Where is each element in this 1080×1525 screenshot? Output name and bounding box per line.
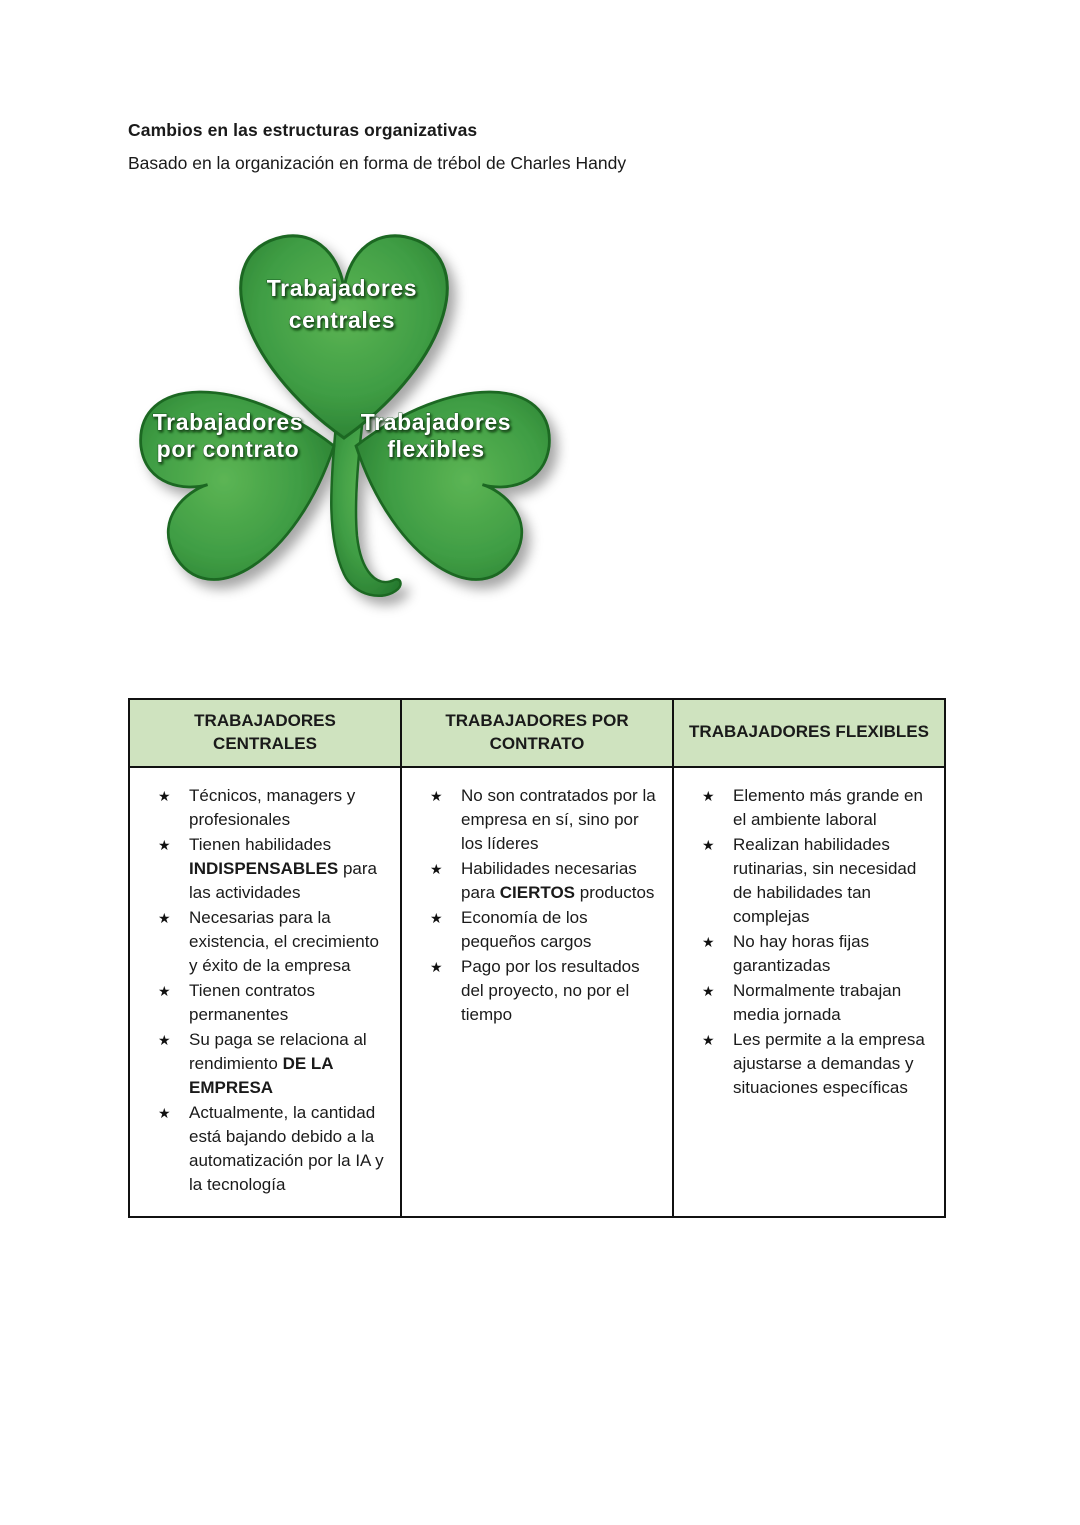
list-item [158, 784, 390, 832]
list-item [702, 1028, 934, 1100]
table-header-trabajadores-centrales [129, 699, 401, 767]
list-item-text: Tienen contratos permanentes [189, 980, 315, 1024]
star-bullet-icon: ★ [158, 1031, 171, 1048]
star-bullet-icon: ★ [702, 1031, 715, 1048]
star-bullet-icon: ★ [702, 836, 715, 853]
list-item [430, 906, 662, 954]
table-body-row [129, 767, 945, 1217]
table-header-trabajadores-flexibles [673, 699, 945, 767]
list-item [430, 784, 662, 856]
list-item [430, 955, 662, 1027]
list-item-text: Habilidades necesarias para CIERTOS productos [461, 858, 655, 902]
list-item [158, 1028, 390, 1100]
list-item-text: Normalmente trabajan media jornada [733, 980, 902, 1024]
list-item-text: Técnicos, managers y profesionales [189, 785, 356, 829]
clover-left-label-line2: por contrato [156, 436, 300, 462]
clover-right-label-line1: Trabajadores [360, 409, 512, 435]
page-title: Cambios en las estructuras organizativas [128, 120, 478, 140]
list-item [702, 979, 934, 1027]
list-trabajadores-por-contrato [414, 784, 662, 1027]
star-bullet-icon: ★ [158, 787, 171, 804]
list-trabajadores-centrales [142, 784, 390, 1197]
list-trabajadores-flexibles [686, 784, 934, 1100]
table-header-line: TRABAJADORES [194, 711, 336, 730]
list-item-text: Pago por los resultados del proyecto, no por el tiempo [461, 956, 640, 1024]
list-item [158, 979, 390, 1027]
clover-left-label-line1: Trabajadores [152, 409, 304, 435]
list-item-text: Necesarias para la existencia, el crecimiento y éxito de la empresa [189, 907, 379, 975]
star-bullet-icon: ★ [430, 958, 443, 975]
table-header-line: TRABAJADORES POR [445, 711, 629, 730]
star-bullet-icon: ★ [158, 836, 171, 853]
list-item-text: Tienen habilidades INDISPENSABLES para las actividades [189, 834, 377, 902]
list-item-text: Su paga se relaciona al rendimiento DE LA EMPRESA [189, 1029, 367, 1097]
workers-comparison-table [128, 698, 946, 1218]
star-bullet-icon: ★ [430, 787, 443, 804]
star-bullet-icon: ★ [158, 982, 171, 999]
list-item-text: No hay horas fijas garantizadas [733, 931, 870, 975]
list-item [702, 784, 934, 832]
table-header-row [129, 699, 945, 767]
list-item [430, 857, 662, 905]
clover-right-label-line2: flexibles [387, 436, 485, 462]
list-item [702, 930, 934, 978]
star-bullet-icon: ★ [430, 909, 443, 926]
star-bullet-icon: ★ [430, 860, 443, 877]
cell-trabajadores-flexibles [673, 767, 945, 1217]
clover-diagram [130, 230, 570, 642]
star-bullet-icon: ★ [702, 933, 715, 950]
clover-top-label-line1: Trabajadores [266, 275, 418, 301]
list-item-text: No son contratados por la empresa en sí, sino por los líderes [461, 785, 656, 853]
list-item [158, 833, 390, 905]
star-bullet-icon: ★ [158, 909, 171, 926]
page-subtitle: Basado en la organización en forma de trébol de Charles Handy [128, 153, 627, 173]
star-bullet-icon: ★ [702, 787, 715, 804]
clover-image [130, 230, 570, 642]
list-item [702, 833, 934, 929]
cell-trabajadores-centrales [129, 767, 401, 1217]
table-header-line: CENTRALES [213, 733, 317, 753]
list-item-text: Realizan habilidades rutinarias, sin necesidad de habilidades tan complejas [733, 834, 917, 926]
cell-trabajadores-por-contrato [401, 767, 673, 1217]
table-header-trabajadores-por-contrato [401, 699, 673, 767]
list-item [158, 1101, 390, 1197]
clover-top-label-line2: centrales [288, 307, 396, 333]
list-item-text: Les permite a la empresa ajustarse a demandas y situaciones específicas [733, 1029, 925, 1097]
star-bullet-icon: ★ [702, 982, 715, 999]
star-bullet-icon: ★ [158, 1104, 171, 1121]
list-item-text: Economía de los pequeños cargos [461, 907, 592, 951]
list-item-text: Actualmente, la cantidad está bajando debido a la automatización por la IA y la tecnología [189, 1102, 384, 1194]
table-header-line: CONTRATO [489, 733, 585, 753]
list-item-text: Elemento más grande en el ambiente laboral [733, 785, 923, 829]
table-header-line: TRABAJADORES FLEXIBLES [689, 722, 929, 742]
list-item [158, 906, 390, 978]
